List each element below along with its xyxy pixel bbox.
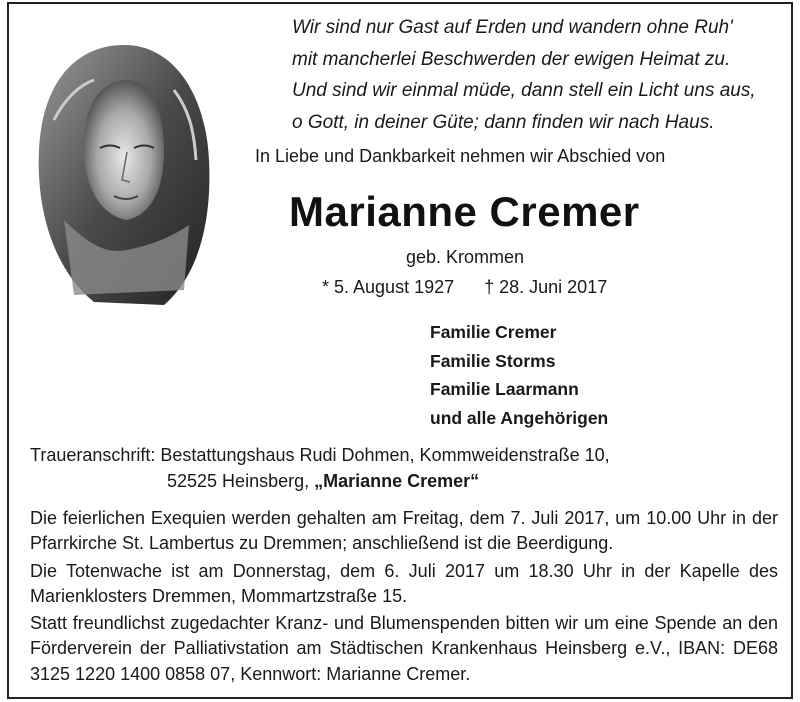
address-line-2: 52525 Heinsberg, bbox=[167, 471, 310, 491]
mourners-list bbox=[430, 318, 608, 432]
deceased-name: Marianne Cremer bbox=[289, 188, 640, 235]
poem-line: Wir sind nur Gast auf Erden und wandern ohne Ruh' bbox=[292, 17, 733, 38]
poem-line: mit mancherlei Beschwerden der ewigen Heimat zu. bbox=[292, 48, 731, 70]
poem-line: Und sind wir einmal müde, dann stell ein Licht uns aus, bbox=[292, 80, 756, 101]
paragraph-donation: Statt freundlichst zugedachter Kranz- und Blumenspenden bitten wir um eine Spende an den Förderverein der Palliativstation am Städtischen Krankenhaus Heinsberg e.V., IBAN: DE68 3125 1220 1400 0858 07, Kennwort: Marianne Cremer. bbox=[30, 613, 778, 684]
mourner: Familie Laarmann bbox=[430, 379, 579, 399]
intro-text: In Liebe und Dankbarkeit nehmen wir Abschied von bbox=[255, 146, 666, 166]
mourner: Familie Cremer bbox=[430, 322, 557, 342]
birth-date: * 5. August 1927 bbox=[322, 277, 455, 297]
address-keyword: „Marianne Cremer“ bbox=[314, 471, 480, 491]
mourner: Familie Storms bbox=[430, 350, 556, 371]
mourner: und alle Angehörigen bbox=[430, 407, 609, 428]
mourning-address bbox=[30, 442, 610, 494]
maiden-name: geb. Krommen bbox=[406, 247, 525, 267]
paragraph-wake: Die Totenwache ist am Donnerstag, dem 6. Juli 2017 um 18.30 Uhr in der Kapelle des Marienklosters Dremmen, Mommartzstraße 15. bbox=[30, 560, 778, 606]
poem bbox=[292, 12, 782, 138]
address-label: Traueranschrift: bbox=[30, 445, 156, 465]
life-dates bbox=[322, 277, 607, 298]
service-details bbox=[30, 506, 778, 689]
poem-line: o Gott, in deiner Güte; dann finden wir nach Haus. bbox=[292, 111, 715, 133]
madonna-portrait-image bbox=[34, 40, 214, 308]
address-line-1: Bestattungshaus Rudi Dohmen, Kommweidenstraße 10, bbox=[160, 445, 610, 465]
death-date: † 28. Juni 2017 bbox=[484, 277, 608, 297]
paragraph-exequies: Die feierlichen Exequien werden gehalten am Freitag, dem 7. Juli 2017, um 10.00 Uhr in der Pfarrkirche St. Lambertus zu Dremmen; anschließend ist die Beerdigung. bbox=[30, 508, 778, 554]
